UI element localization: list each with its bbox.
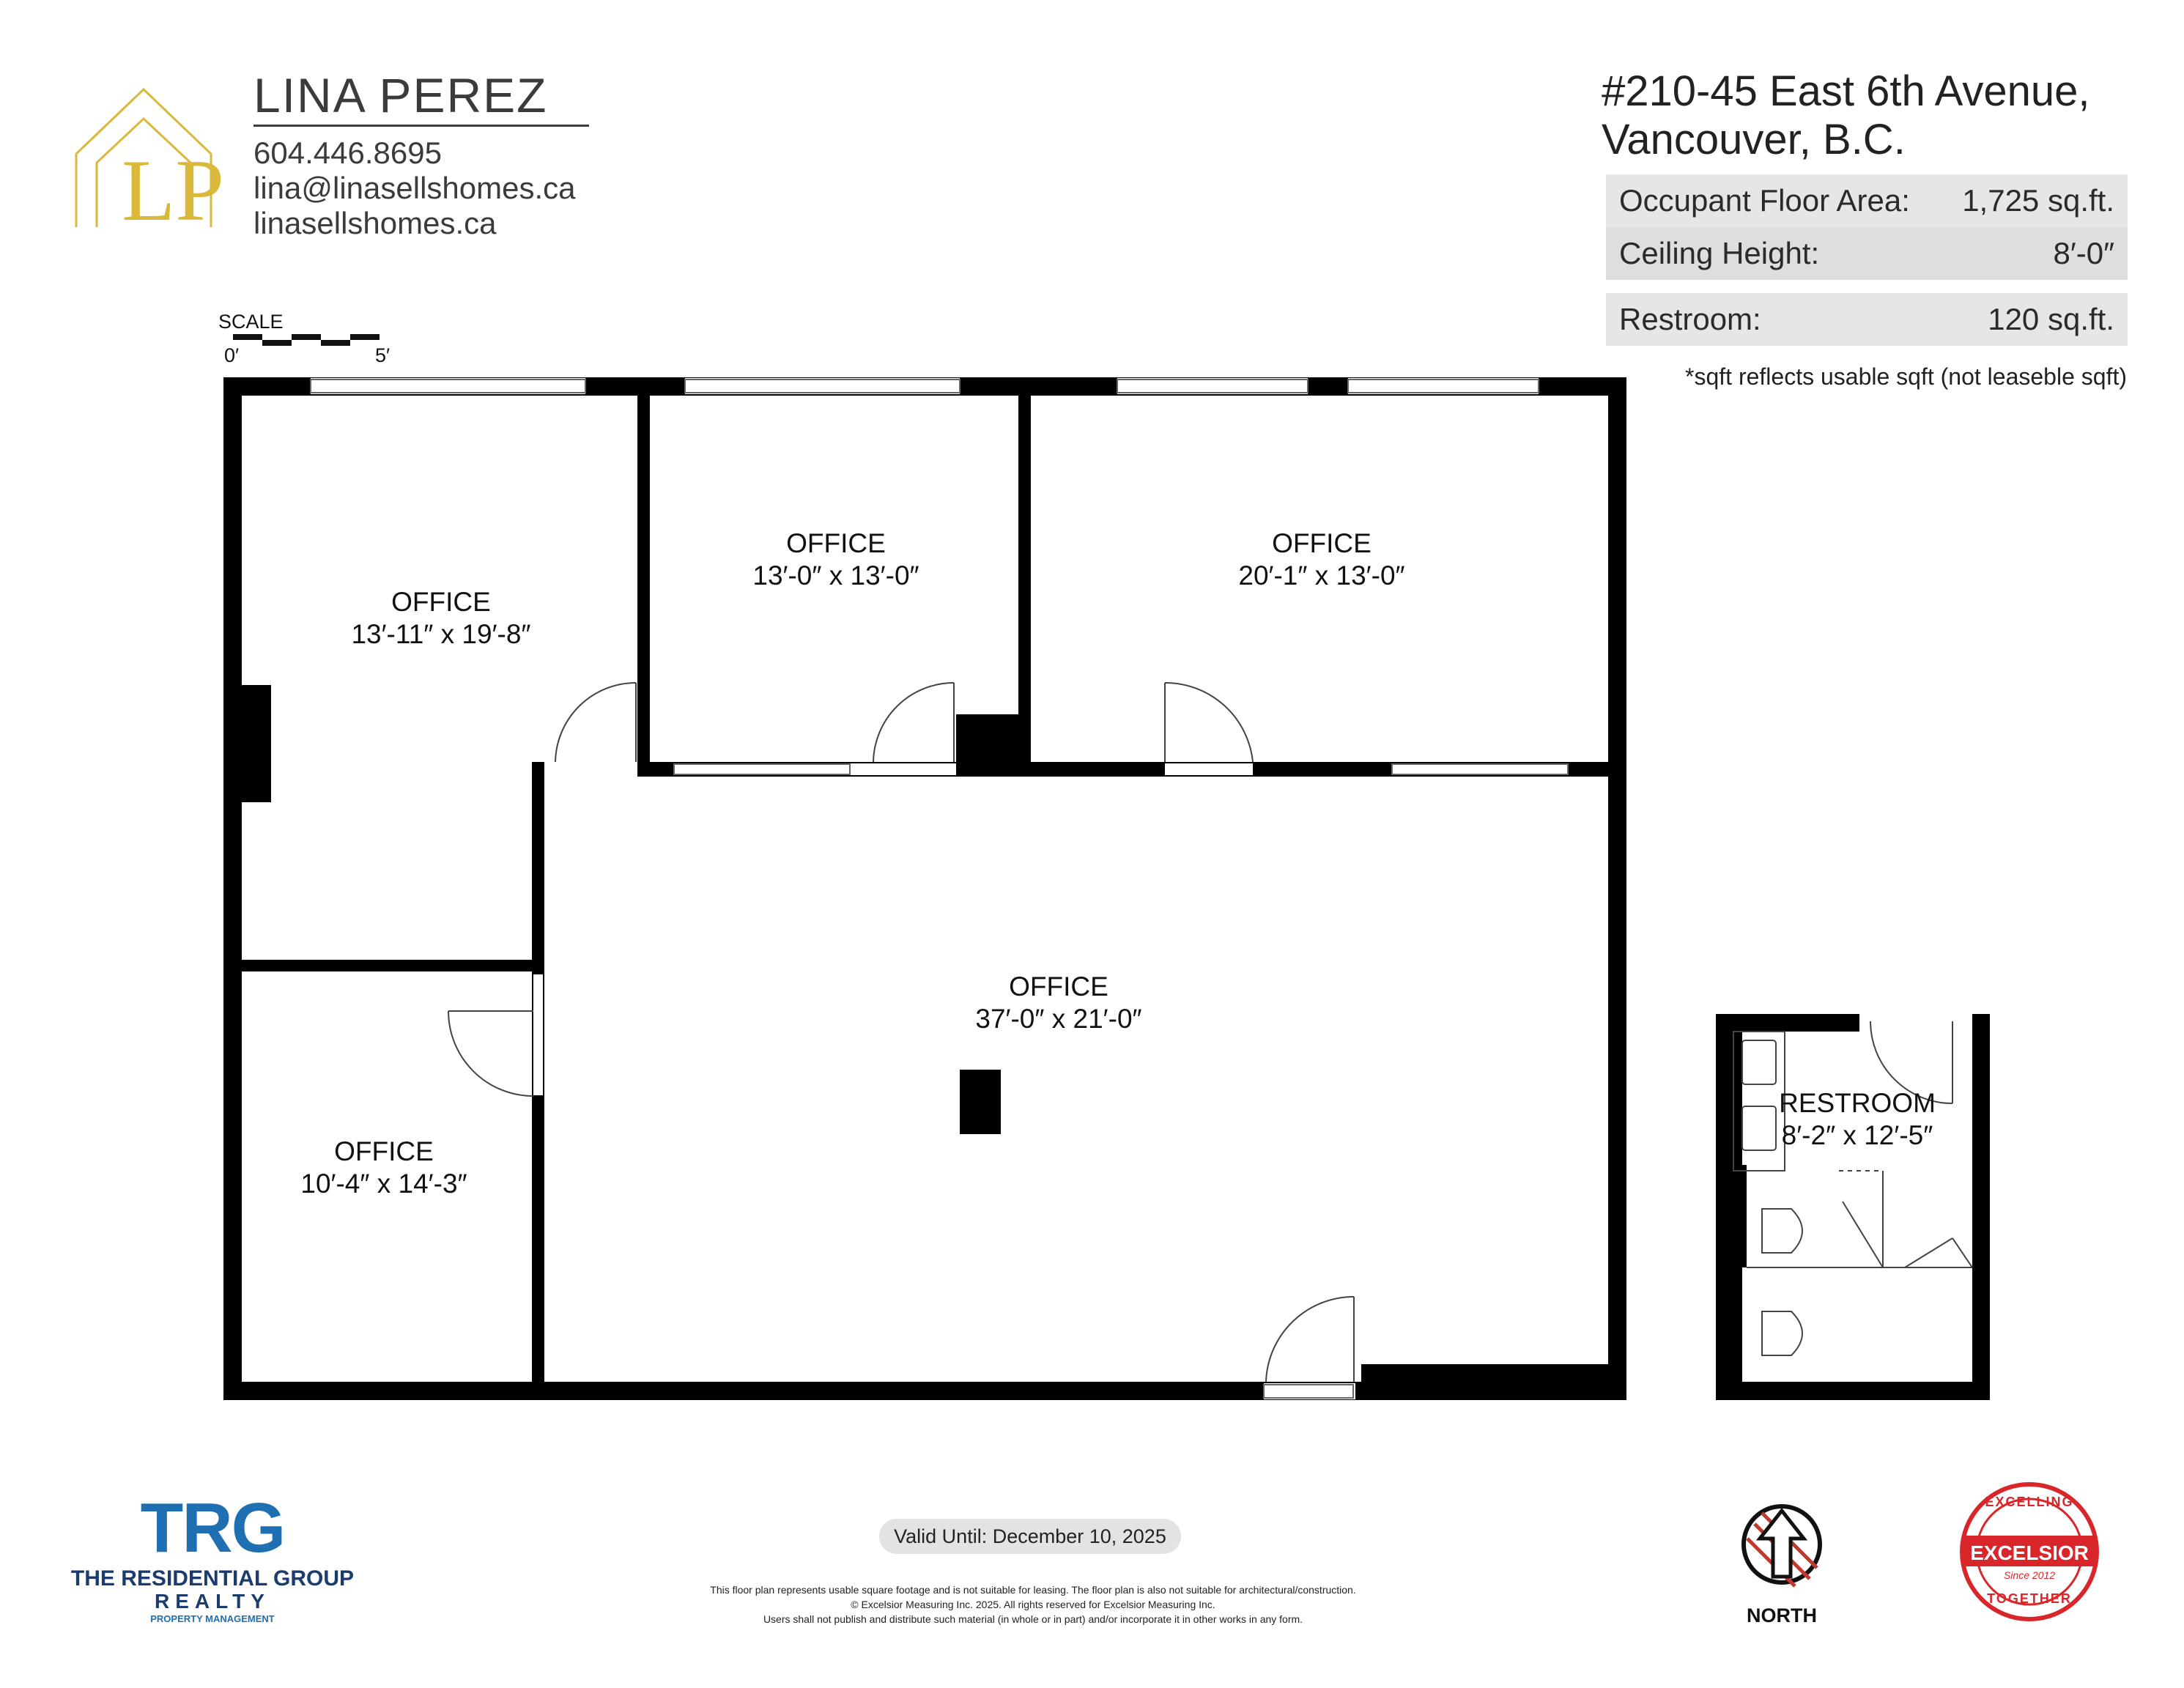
brokerage-logo [59, 1489, 366, 1625]
room-office-2 [682, 528, 990, 592]
brokerage-mark: TRG [140, 1489, 285, 1567]
excelsior-since: Since 2012 [2003, 1569, 2056, 1581]
info-value: 8′-0″ [2053, 236, 2114, 270]
room-restroom [1703, 1087, 2011, 1152]
room-dims: 8′-2″ x 12′-5″ [1781, 1120, 1933, 1150]
excelsior-name: EXCELSIOR [1970, 1541, 2089, 1564]
north-label: NORTH [1747, 1604, 1817, 1626]
agent-website: linasellshomes.ca [253, 206, 497, 240]
restroom-plan [1716, 1014, 1990, 1400]
address-line-2: Vancouver, B.C. [1602, 116, 1906, 163]
address-line-1: #210-45 East 6th Avenue, [1602, 67, 2090, 115]
room-dims: 10′-4″ x 14′-3″ [300, 1169, 467, 1199]
brokerage-name: THE RESIDENTIAL GROUP [70, 1566, 355, 1591]
excelsior-arc-top: EXCELLING [1985, 1495, 2074, 1509]
valid-until-badge: Valid Until: December 10, 2025 [879, 1519, 1181, 1554]
info-value: 1,725 sq.ft. [1962, 183, 2114, 218]
info-label: Ceiling Height: [1619, 236, 1820, 270]
room-dims: 13′-11″ x 19′-8″ [351, 619, 531, 649]
agent-email: lina@linasellshomes.ca [253, 171, 576, 205]
room-name: RESTROOM [1779, 1088, 1936, 1118]
scale-title: SCALE [218, 311, 284, 333]
room-dims: 20′-1″ x 13′-0″ [1238, 560, 1405, 591]
room-office-3 [1168, 528, 1476, 592]
disclaimer-line-3: Users shall not publish and distribute such material (in whole or in part) and/or incorporate it in other works in any form. [763, 1613, 1303, 1625]
brokerage-division: PROPERTY MANAGEMENT [150, 1613, 275, 1624]
brokerage-realty: REALTY [155, 1590, 270, 1613]
door-swings [448, 683, 1354, 1382]
room-dims: 37′-0″ x 21′-0″ [975, 1004, 1142, 1034]
north-arrow-icon [1744, 1506, 1820, 1586]
scale-end-label: 5′ [375, 344, 390, 366]
agent-phone: 604.446.8695 [253, 136, 442, 170]
info-value: 120 sq.ft. [1988, 302, 2114, 336]
room-office-5 [230, 1136, 538, 1200]
agent-name: LINA PEREZ [253, 68, 548, 122]
room-office-1 [287, 586, 595, 651]
disclaimer-line-2: © Excelsior Measuring Inc. 2025. All rights reserved for Excelsior Measuring Inc. [851, 1599, 1215, 1610]
room-name: OFFICE [334, 1136, 434, 1166]
room-name: OFFICE [391, 587, 491, 617]
room-name: OFFICE [1009, 971, 1108, 1002]
excelsior-arc-bottom: TOGETHER [1987, 1591, 2072, 1606]
info-label: Restroom: [1619, 302, 1761, 336]
logo-initials: LP [122, 141, 225, 234]
disclaimer-line-1: This floor plan represents usable square footage and is not suitable for leasing. The floor plan is also not suitable for architectural/construction. [710, 1584, 1356, 1596]
scale-start-label: 0′ [224, 344, 240, 366]
room-name: OFFICE [786, 528, 886, 558]
room-name: OFFICE [1272, 528, 1372, 558]
room-office-4 [905, 971, 1213, 1035]
info-label: Occupant Floor Area: [1619, 183, 1910, 218]
sqft-footnote: *sqft reflects usable sqft (not leaseble sqft) [1685, 363, 2127, 390]
room-dims: 13′-0″ x 13′-0″ [752, 560, 919, 591]
